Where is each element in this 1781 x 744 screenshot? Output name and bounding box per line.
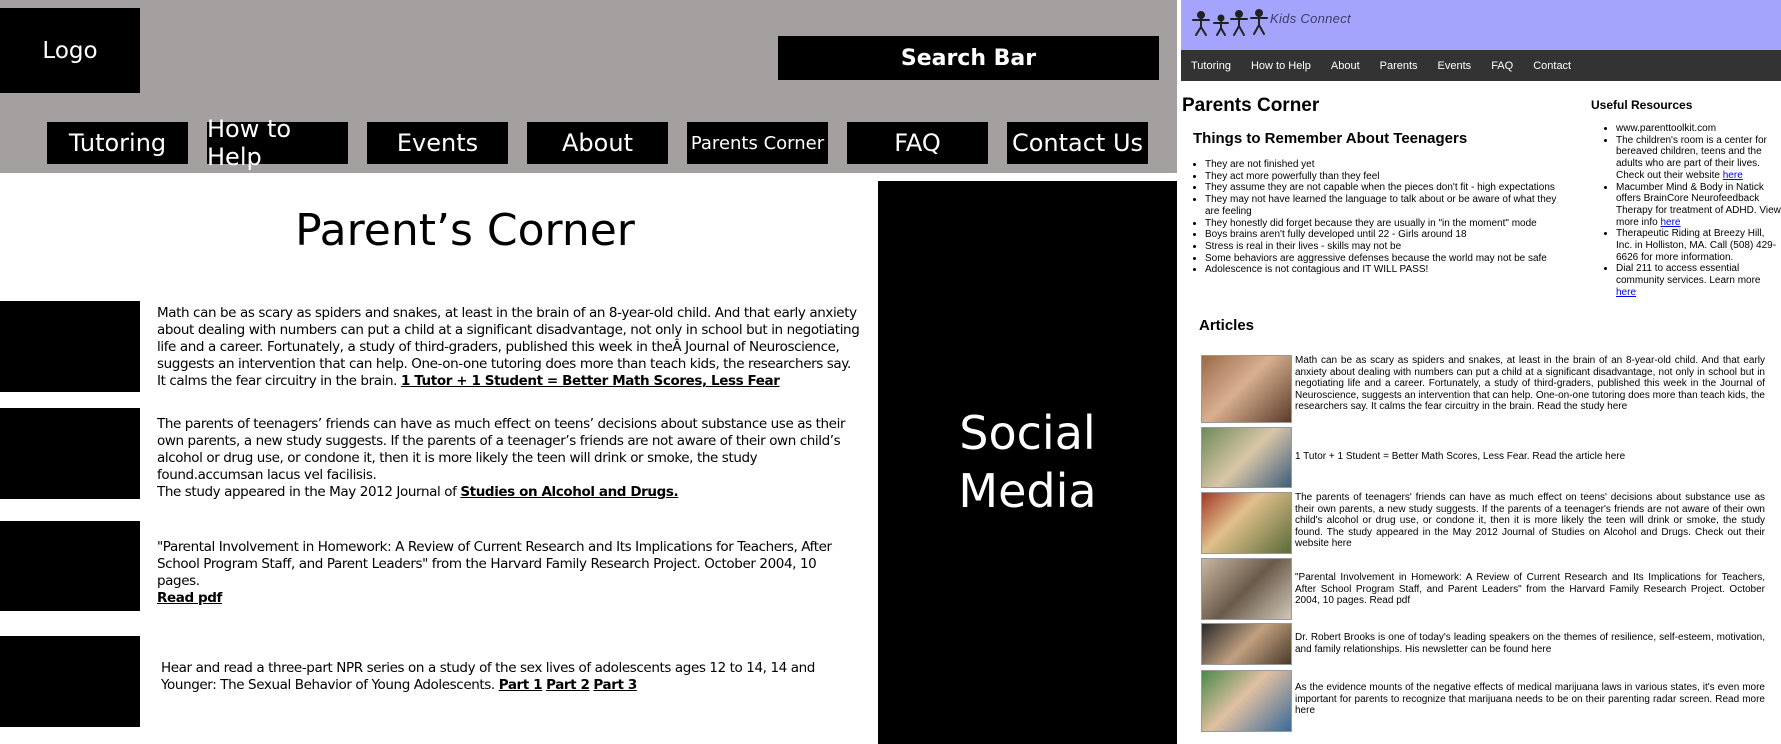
list-item: • Some behaviors are aggressive defenses because the world may not be safe bbox=[1205, 253, 1557, 265]
wireframe-thumbnail bbox=[0, 636, 140, 727]
list-item: • Dial 211 to access essential community services. Learn more here bbox=[1616, 263, 1781, 298]
wireframe-part-1-link[interactable]: Part 1 bbox=[498, 677, 543, 693]
wireframe-nav-faq[interactable]: FAQ bbox=[847, 122, 988, 164]
list-item: • They may not have learned the language to talk about or be aware of what they are feeling bbox=[1205, 194, 1557, 217]
site-nav-events[interactable]: Events bbox=[1437, 59, 1472, 72]
wireframe-thumbnail bbox=[0, 301, 140, 392]
useful-resources-list bbox=[1616, 123, 1781, 299]
site-nav-parents[interactable]: Parents bbox=[1379, 59, 1418, 72]
wireframe-nav-events[interactable]: Events bbox=[367, 122, 508, 164]
things-to-remember-list bbox=[1205, 159, 1557, 276]
articles-heading: Articles bbox=[1199, 317, 1255, 334]
article-here-link[interactable]: here bbox=[1531, 643, 1552, 655]
article-row bbox=[1201, 623, 1781, 665]
social-line-1: Social bbox=[959, 406, 1096, 460]
wireframe-social-media-panel bbox=[878, 181, 1177, 744]
article-row bbox=[1201, 355, 1781, 423]
list-item: • Boys brains aren't fully developed until 22 - Girls around 18 bbox=[1205, 229, 1557, 241]
site-nav-bar bbox=[1181, 50, 1781, 81]
wireframe-logo[interactable]: Logo bbox=[0, 8, 140, 93]
article-row bbox=[1201, 427, 1781, 488]
resource-here-link[interactable]: here bbox=[1616, 286, 1637, 298]
article-text: Math can be as scary as spiders and snakes, at least in the brain of an 8-year-old child. And that early anxiety about dealing with numbers can put a child at a significant disadvantage, not only in school but in negotiating life and a career. Fortunately, a study of third-graders, published this week in the Journal of Neuroscience, suggests an intervention that can help. One-on-one tutoring does more than teach kids, the researchers say. It calms the fear circuitry in the brain. Read the study here bbox=[1295, 355, 1765, 413]
article-text: "Parental Involvement in Homework: A Review of Current Research and Its Implications for Teachers, After School Program Staff, and Parent Leaders" from the Harvard Family Research Project. October 2004, 10 pages. Read pdf bbox=[1295, 572, 1765, 607]
article-text: As the evidence mounts of the negative effects of medical marijuana laws in various states, it's even more important for parents to recognize that marijuana needs to be on their parenting radar screen. Read more here bbox=[1295, 682, 1765, 717]
article-read-pdf-link[interactable]: Read pdf bbox=[1369, 595, 1411, 607]
wireframe-thumbnail bbox=[0, 408, 140, 499]
article-text: 1 Tutor + 1 Student = Better Math Scores, Less Fear. Read the article here bbox=[1295, 451, 1626, 462]
resource-here-link[interactable]: here bbox=[1722, 169, 1743, 181]
site-header bbox=[1181, 0, 1781, 50]
article-photo bbox=[1201, 623, 1292, 665]
wireframe-nav-about[interactable]: About bbox=[527, 122, 668, 164]
article-here-link[interactable]: here bbox=[1331, 538, 1352, 550]
site-nav-contact[interactable]: Contact bbox=[1533, 59, 1572, 72]
article-row bbox=[1201, 492, 1781, 554]
site-logo-text[interactable]: Kids Connect bbox=[1270, 11, 1351, 26]
article-here-link[interactable]: here bbox=[1295, 705, 1316, 717]
article-row bbox=[1201, 670, 1781, 732]
list-item: • They act more powerfully than they feel bbox=[1205, 171, 1557, 183]
article-row bbox=[1201, 558, 1781, 620]
article-photo bbox=[1201, 492, 1292, 554]
wireframe-article-text: Hear and read a three-part NPR series on a study of the sex lives of adolescents ages 12 to 14, 14 and Younger: The Sexual Behavior of Young Adolescents. Part 1 Part 2 Part 3 bbox=[161, 660, 815, 693]
site-nav-how-to-help[interactable]: How to Help bbox=[1250, 59, 1311, 72]
kids-figures-logo-icon[interactable] bbox=[1187, 8, 1273, 38]
wireframe-article-link[interactable]: 1 Tutor + 1 Student = Better Math Scores, Less Fear bbox=[400, 373, 780, 389]
article-photo bbox=[1201, 355, 1292, 423]
wireframe-read-pdf-link[interactable]: Read pdf bbox=[157, 590, 223, 606]
social-line-2: Media bbox=[958, 463, 1097, 518]
wireframe-article-text: "Parental Involvement in Homework: A Review of Current Research and Its Implications for Teachers, After School Program Staff, and Parent Leaders" from the Harvard Family Research Project. October 2004, 10 pages. Read pdf bbox=[157, 539, 832, 606]
list-item: • They assume they are not capable when the pieces don't fit - high expectations bbox=[1205, 182, 1557, 194]
list-item: • The children's room is a center for bereaved children, teens and the adults who are part of their lives. Check out their website here bbox=[1616, 135, 1781, 182]
article-photo bbox=[1201, 427, 1292, 488]
wireframe-article-text: The parents of teenagers’ friends can have as much effect on teens’ decisions about substance use as their own parents, a new study suggests. If the parents of a teenager’s friends are not aware of their own child’s alcohol or drug use, or condone it, then it is more likely the teen will drink or smoke, the study found.accumsan lacus vel facilisis. The study appeared in the May 2012 Journal of Studies on Alcohol and Drugs. bbox=[157, 416, 846, 500]
article-photo bbox=[1201, 558, 1292, 620]
article-here-link[interactable]: here bbox=[1607, 401, 1628, 413]
site-screenshot bbox=[1181, 0, 1781, 744]
wireframe-page-title: Parent’s Corner bbox=[295, 205, 635, 256]
list-item: • Macumber Mind & Body in Natick offers BrainCore Neurofeedback Therapy for treatment of ADHD. View more info here bbox=[1616, 182, 1781, 229]
wireframe-article-text: Math can be as scary as spiders and snakes, at least in the brain of an 8-year-old child. And that early anxiety about dealing with numbers can put a child at a significant disadvantage, not only in school but in negotiating life and a career. Fortunately, a study of third-graders, published this week in theÂ Journal of Neuroscience, suggests an intervention that can help. One-on-one tutoring does more than teach kids, the researchers say. It calms the fear circuitry in the brain. 1 Tutor + 1 Student = Better Math Scores, Less Fear bbox=[157, 305, 860, 389]
wireframe-part-3-link[interactable]: Part 3 bbox=[593, 677, 637, 693]
wireframe-part-2-link[interactable]: Part 2 bbox=[546, 677, 590, 693]
list-item: • Stress is real in their lives - skills may not be bbox=[1205, 241, 1557, 253]
site-nav-tutoring[interactable]: Tutoring bbox=[1191, 59, 1231, 72]
wireframe-nav-contact-us[interactable]: Contact Us bbox=[1007, 122, 1148, 164]
wireframe-nav-how-to-help[interactable]: How to Help bbox=[207, 122, 348, 164]
wireframe-search-bar[interactable]: Search Bar bbox=[778, 36, 1159, 80]
wireframe-nav-parents-corner[interactable]: Parents Corner bbox=[687, 122, 828, 164]
resource-here-link[interactable]: here bbox=[1660, 216, 1681, 228]
wireframe-article-link[interactable]: Studies on Alcohol and Drugs. bbox=[460, 484, 679, 500]
wireframe-nav-tutoring[interactable]: Tutoring bbox=[47, 122, 188, 164]
article-text: The parents of teenagers' friends can have as much effect on teens' decisions about substance use as their own parents, a new study suggests. If the parents of a teenager's friends are not aware of their own child's alcohol or drug use, or condone it, then it is more likely the teen will drink or smoke, the study found. The study appeared in the May 2012 Journal of Studies on Alcohol and Drugs. Check out their website here bbox=[1295, 492, 1765, 550]
article-text: Dr. Robert Brooks is one of today's leading speakers on the themes of resilience, self-esteem, motivation, and family relationships. His newsletter can be found here bbox=[1295, 632, 1765, 655]
wireframe-thumbnail bbox=[0, 521, 140, 611]
list-item: • www.parenttoolkit.com bbox=[1616, 123, 1781, 135]
site-nav-about[interactable]: About bbox=[1330, 59, 1360, 72]
article-here-link[interactable]: here bbox=[1605, 451, 1626, 462]
list-item: • They are not finished yet bbox=[1205, 159, 1557, 171]
things-to-remember-heading: Things to Remember About Teenagers bbox=[1193, 130, 1468, 147]
site-nav-faq[interactable]: FAQ bbox=[1491, 59, 1514, 72]
list-item: • Adolescence is not contagious and IT WILL PASS! bbox=[1205, 264, 1557, 276]
useful-resources-heading: Useful Resources bbox=[1591, 98, 1693, 112]
article-photo bbox=[1201, 670, 1292, 732]
list-item: • They honestly did forget because they are usually in "in the moment" mode bbox=[1205, 218, 1557, 230]
list-item: • Therapeutic Riding at Breezy Hill, Inc. in Holliston, MA. Call (508) 429-6626 for more information. bbox=[1616, 228, 1781, 263]
site-page-title: Parents Corner bbox=[1182, 95, 1320, 116]
